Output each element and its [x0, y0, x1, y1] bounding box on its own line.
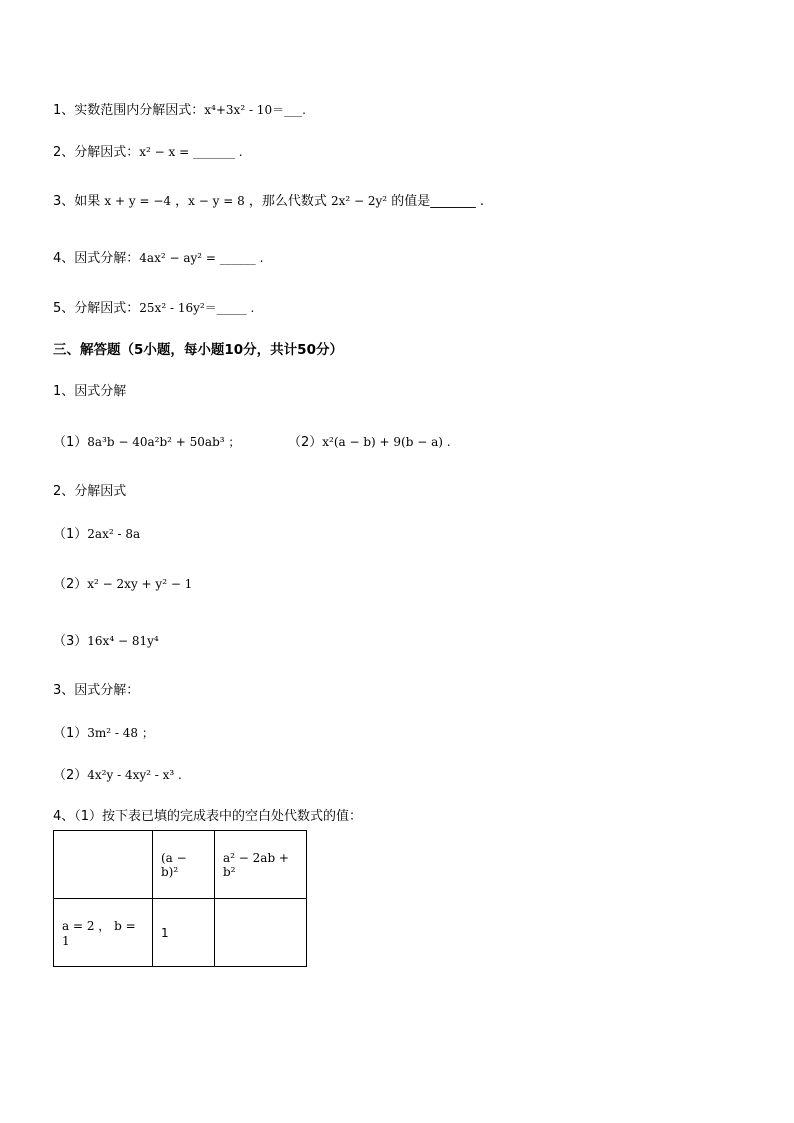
problem-1-part-1 [53, 433, 240, 452]
table-value-cell: 1 [153, 899, 215, 967]
question-3-suffix: 的值是_______ . [387, 194, 485, 209]
part-expression: x² − 2xy + y² − 1 [87, 577, 193, 591]
problem-2-part-2 [53, 575, 192, 594]
question-3 [53, 192, 484, 211]
question-3-connector: ，那么代数式 [244, 194, 331, 209]
part-label: （2） [53, 768, 88, 783]
problem-3-part-2 [53, 766, 182, 785]
part-label: （1） [53, 527, 88, 542]
question-5-expression: 25x² - 16y²＝_____ . [139, 301, 255, 315]
part-label: （2） [53, 577, 88, 592]
part-expression: 8a³b − 40a²b² + 50ab³ ； [87, 435, 241, 449]
question-3-separator: ， [171, 194, 189, 209]
table-header-cell: (a − b)² [153, 831, 215, 899]
problem-4-title: 4、（1）按下表已填的完成表中的空白处代数式的值： [53, 809, 363, 824]
problem-2-title: 2、分解因式 [53, 484, 127, 499]
question-3-text: 3、如果 [53, 194, 105, 209]
part-expression: x²(a − b) + 9(b − a) . [322, 435, 451, 449]
question-5-text: 5、分解因式： [53, 301, 140, 316]
table-row-label-cell: a = 2 ， b = 1 [54, 899, 153, 967]
part-label: （1） [53, 726, 88, 741]
part-label: （2） [288, 435, 323, 450]
table-blank-cell[interactable] [215, 899, 307, 967]
question-1-expression: x⁴+3x² - 10＝___. [204, 103, 306, 117]
question-1 [53, 101, 306, 120]
value-table [53, 830, 307, 967]
table-header-empty-cell [54, 831, 153, 899]
part-expression: 2ax² - 8a [87, 527, 141, 541]
part-expression: 3m² - 48 ； [87, 726, 154, 740]
question-2-text: 2、分解因式： [53, 145, 140, 160]
problem-1-part-2 [288, 433, 451, 452]
section-heading: 三、解答题（5小题，每小题10分，共计50分） [53, 342, 343, 358]
question-4-expression: 4ax² − ay² = ______ . [139, 251, 264, 265]
problem-2-part-3 [53, 632, 159, 651]
table-row [54, 899, 307, 967]
part-label: （3） [53, 634, 88, 649]
table-header-row [54, 831, 307, 899]
question-4-text: 4、因式分解： [53, 251, 140, 266]
part-expression: 16x⁴ − 81y⁴ [87, 634, 159, 648]
part-label: （1） [53, 435, 88, 450]
table-header-cell: a² − 2ab + b² [215, 831, 307, 899]
part-expression: 4x²y - 4xy² - x³ . [87, 768, 182, 782]
question-1-text: 1、实数范围内分解因式： [53, 103, 205, 118]
problem-3-title: 3、因式分解： [53, 683, 140, 698]
question-2-expression: x² − x = _______ . [139, 145, 243, 159]
problem-2-part-1 [53, 525, 140, 544]
question-2 [53, 143, 243, 162]
question-4 [53, 249, 263, 268]
question-3-condition-2: x − y = 8 [188, 194, 245, 208]
question-3-condition-1: x + y = −4 [104, 194, 172, 208]
problem-1-title: 1、因式分解 [53, 384, 127, 399]
problem-3-part-1 [53, 724, 154, 743]
question-3-expression: 2x² − 2y² [330, 194, 388, 208]
question-5 [53, 299, 254, 318]
